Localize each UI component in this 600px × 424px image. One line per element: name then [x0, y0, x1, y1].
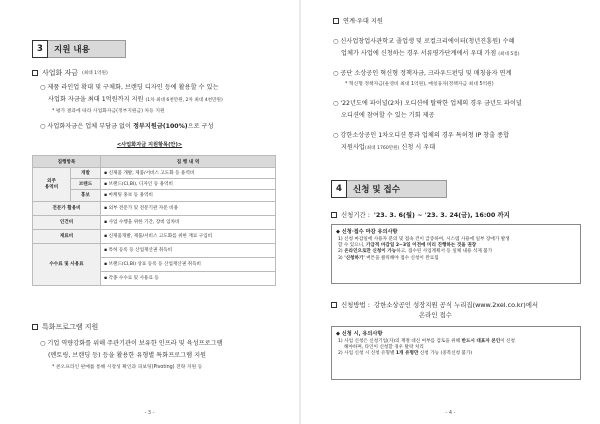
deadline-notice-line-4-a: 3) [338, 255, 345, 261]
application-notice-line-1-bold: 반드시 대표자 본인 [461, 339, 501, 344]
table-cell-fee-desc-1: ▪ 특허 등록 등 산업재산권 취득비 [101, 243, 276, 257]
fund-paragraph-2-bold: 정부지원금(100%) [132, 123, 188, 130]
table-cell-dev: 개발 [71, 168, 101, 179]
table-cell-material: 재료비 [33, 229, 101, 243]
deadline-notice-box [331, 224, 581, 284]
table-row [33, 229, 276, 243]
deadline-notice-line-2-bold: 가급적 마감일 2~3일 이전에 미리 진행하는 것을 권장 [366, 243, 477, 249]
deadline-notice-line-3-c: 하고, 접수된 사업계획서 등 일체 내용 석제 불가 [396, 249, 493, 255]
application-notice-line-1-c: 이 신청 [500, 339, 515, 344]
deadline-notice-line-2-a: 할 수 있으니, [338, 243, 367, 249]
fund-title: 사업화 자금 [42, 69, 79, 77]
period-value: '23. 3. 6(월) ~ '23. 3. 24(금), 16:00 까지 [373, 211, 510, 219]
fund-paragraph-2 [40, 123, 214, 130]
link-bullet-2-note: * 혁신형 정책자금(운영비 최대 1억원), 매칭융자(정책자금 최대 5억원) [345, 82, 494, 87]
fund-note: * 평가 결과에 따라 사업화자금(정부지원금) 차등 지원 [52, 109, 165, 114]
program-line-1: ○ 기업 역량강화를 위해 주관기관이 보유한 인프라 및 육성프로그램 [40, 340, 223, 347]
program-line-2: (멘토링, 브랜딩 등) 등을 활용한 유형별 특화프로그램 지원 [48, 352, 207, 359]
link-bullet-3-line-1: ○ '22년도에 파이널(2차) 오디션에 탈락한 업체의 경우 금년도 파이널 [333, 100, 522, 107]
deadline-notice-line-4-bold: '신청하기' [344, 255, 365, 261]
table-cell-fee: 수수료 및 사용료 [33, 243, 101, 285]
application-notice-line-2: 해야하며, 타인이 신청할 경우 탈락 처리 [344, 345, 424, 351]
fund-subheading [32, 68, 108, 78]
fund-paragraph-1-detail: (1차 최대 6천만원, 2차 최대 4천만원) [145, 98, 223, 103]
fund-paragraph-1-line-2 [48, 96, 223, 104]
table-cell-outsourcing: 외주 용역비 [33, 168, 71, 202]
application-notice-line-3-a: 2) 사업 신청 시 신청 유형별 [338, 351, 396, 357]
period-line [331, 210, 510, 219]
link-bullet-2: ○ 공단 소상공인 혁신형 정책자금, 크라우드펀딩 및 매칭융자 연계 [333, 70, 512, 77]
application-notice-title: ◆ 신청 시, 유의사항 [336, 331, 383, 337]
method-label: 신청방법 : [341, 301, 370, 309]
link-bullet-4-line-1: ○ 강한소상공인 1차오디션 통과 업체의 경우 특허청 IP 창출 종합 [333, 132, 510, 139]
right-page [301, 0, 600, 424]
application-notice-line-1-a: 1) 사업 신청은 신청기업(자)의 계정 대신 여부를 검토을 위해 [338, 339, 462, 344]
left-page [0, 0, 299, 424]
link-subheading [333, 16, 383, 25]
link-bullet-4-note: (최대 1760만원) [364, 146, 400, 151]
fund-paragraph-1-main: 사업화 자금을 최대 1억원까지 지원 [48, 96, 144, 103]
table-cell-dev-desc: ▪ 신제품 개발, 제품/서비스 고도화 등 용역비 [101, 168, 276, 179]
table-cell-fee-desc-2: ▪ 브랜드(CI,BI) 상표 등록 등 산업재산권 취득비 [101, 257, 276, 271]
section-number: 3 [32, 40, 48, 58]
table-row [33, 201, 276, 215]
method-line [331, 300, 538, 309]
program-note: * 콘오프라인 판매를 통해 시장성 확인과 피보팅(Pivoting) 전략 지원 등 [52, 365, 203, 370]
table-cell-expert-desc: ▪ 외부 전문가 및 전문기관 자문 비용 [101, 201, 276, 215]
fund-paragraph-2-a: ○ 사업화자금은 업체 부담금 없이 [40, 123, 133, 130]
page-number: - 3 - [144, 410, 155, 416]
link-bullet-1-line-2 [341, 50, 520, 58]
program-subheading [32, 322, 98, 332]
link-bullet-3-line-2: 오디션에 참여할 수 있는 기회 제공 [341, 112, 435, 119]
application-notice-line-3-bold: 1개 유형만 [395, 351, 419, 357]
method-text: 강한소상공인 성장지원 공식 누리집(www.2xel.co.kr)에서 [373, 301, 539, 309]
fund-paragraph-1-line-1: ○ 제품 라인업 확대 및 구체화, 브랜딩 디자인 등에 활용할 수 있는 [40, 84, 219, 91]
period-label: 신청기간 : [341, 211, 370, 219]
table-cell-expert: 전문가 활용비 [33, 201, 101, 215]
application-notice-line-3 [332, 351, 580, 357]
fund-items-table [32, 155, 276, 286]
link-bullet-1-text: 업체가 사업에 신청하는 경우 서류평가단계에서 우대 가점 [341, 50, 497, 57]
checkbox-square-icon [32, 324, 38, 330]
table-cell-promo: 홍보 [71, 190, 101, 201]
link-bullet-4-a: 지원사업 [341, 144, 365, 151]
table-cell-brand-desc: ▪ 브랜드(CI,BI), 디자인 등 용역비 [101, 179, 276, 190]
fund-paragraph-2-c: 으로 구성 [187, 123, 214, 130]
checkbox-square-icon [331, 212, 337, 218]
deadline-notice-line-3-bold: 온라인으로만 신청이 가능 [344, 249, 397, 255]
deadline-notice-title: ◆ 신청·접수 마감 유의사항 [336, 229, 398, 235]
section-title: 신청 및 접수 [347, 180, 447, 198]
table-header-row [33, 156, 276, 168]
section-title: 지원 내용 [48, 40, 126, 58]
deadline-notice-line-4 [332, 256, 580, 262]
link-title: 연계·우대 지원 [343, 18, 383, 25]
link-bullet-4-b: 신청 시 우대 [399, 144, 436, 151]
table-caption-text: <사업화자금 지원항목(안)> [116, 142, 183, 148]
table-row [33, 243, 276, 257]
checkbox-square-icon [333, 18, 339, 24]
table-row [33, 168, 276, 179]
link-bullet-1-note: (최대 5점) [498, 52, 520, 57]
link-bullet-4-line-2 [341, 144, 435, 152]
page-number: - 4 - [445, 410, 456, 416]
table-cell-promo-desc: ▪ 마케팅 홍보 등 용역비 [101, 190, 276, 201]
deadline-notice-line-4-c: 버튼을 클릭해야 접수 신청이 완료됨 [364, 255, 439, 261]
table-cell-labor-desc: ▪ 사업 수행을 위한 기간, 장비 임차비 [101, 215, 276, 229]
method-line-2: 온라인 접수 [419, 311, 452, 319]
application-notice-line-3-c: 신청 가능 (중복신청 불가) [418, 351, 473, 357]
table-cell-brand: 브랜드 [71, 179, 101, 190]
table-cell-labor: 인건비 [33, 215, 101, 229]
table-caption [0, 142, 299, 148]
table-cell-fee-desc-3: ▪ 각종 수수료 및 사용료 등 [101, 271, 276, 285]
link-bullet-1-line-1: ○ 신사업창업사관학교 졸업생 및 로컬크리에이터(청년진흥원) 수혜 [333, 38, 515, 45]
section-4-header [331, 180, 447, 198]
application-notice-box [331, 326, 581, 380]
fund-title-note: (최대 1억원) [82, 71, 108, 76]
section-number: 4 [331, 180, 347, 198]
deadline-notice-line-3-a: 2) [338, 249, 345, 255]
table-header-detail: 집 행 내 역 [101, 156, 276, 168]
table-row [33, 215, 276, 229]
checkbox-square-icon [331, 302, 337, 308]
table-header-item: 집행항목 [33, 156, 101, 168]
deadline-notice-line-1: 1) 신청 마감일에 사용자 분의 및 접속 건이 급증하여, 시스템 사용에 일부 장애가 발생 [338, 237, 510, 242]
checkbox-square-icon [32, 70, 38, 76]
section-3-header [32, 40, 126, 58]
table-cell-material-desc: ▪ 신제품개발, 제품/서비스 고도화를 위한 재료 구입비 [101, 229, 276, 243]
program-title: 특화프로그램 지원 [42, 323, 99, 331]
